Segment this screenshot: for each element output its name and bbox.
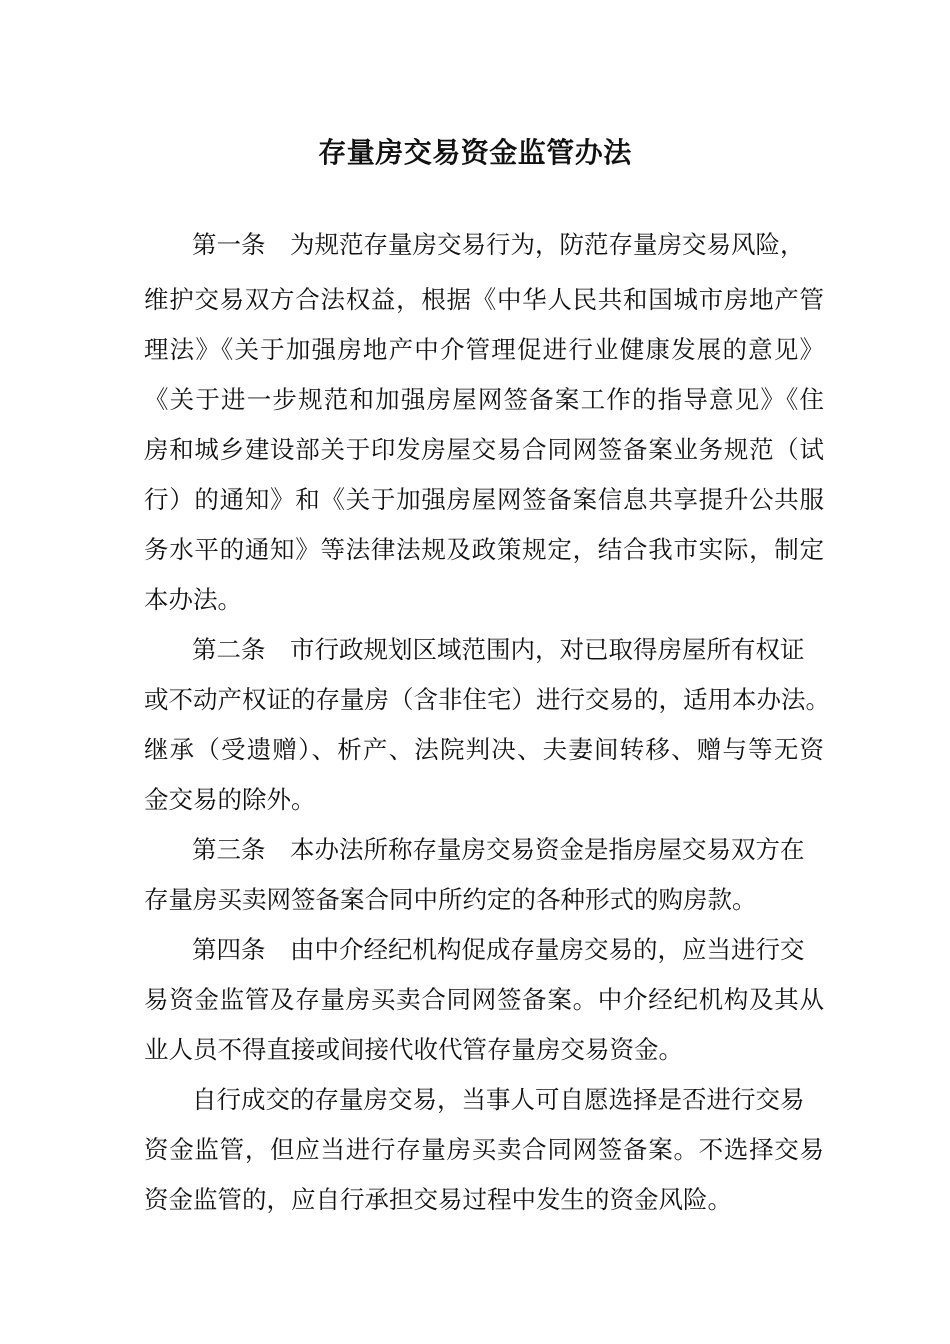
text-line: 资金监管，但应当进行存量房买卖合同网签备案。不选择交易 — [144, 1135, 824, 1164]
text-line: 业人员不得直接或间接代收代管存量房交易资金。 — [144, 1035, 683, 1064]
text-line: 房和城乡建设部关于印发房屋交易合同网签备案业务规范（试 — [144, 435, 824, 464]
text-line: 理法》《关于加强房地产中介管理促进行业健康发展的意见》 — [144, 335, 824, 364]
text-line: 资金监管的，应自行承担交易过程中发生的资金风险。 — [144, 1185, 732, 1214]
text-line: 易资金监管及存量房买卖合同网签备案。中介经纪机构及其从 — [144, 985, 824, 1014]
text-line: 自行成交的存量房交易，当事人可自愿选择是否进行交易 — [192, 1085, 805, 1114]
text-line: 第三条 本办法所称存量房交易资金是指房屋交易双方在 — [192, 835, 805, 864]
text-line: 第四条 由中介经纪机构促成存量房交易的，应当进行交 — [192, 935, 805, 964]
text-line: 行）的通知》和《关于加强房屋网签备案信息共享提升公共服 — [144, 485, 824, 514]
text-line: 务水平的通知》等法律法规及政策规定，结合我市实际，制定 — [144, 535, 824, 564]
text-line: 第一条 为规范存量房交易行为，防范存量房交易风险， — [192, 230, 805, 259]
text-line: 金交易的除外。 — [144, 785, 316, 814]
text-line: 《关于进一步规范和加强房屋网签备案工作的指导意见》《住 — [144, 385, 824, 414]
text-line: 第二条 市行政规划区域范围内，对已取得房屋所有权证 — [192, 635, 805, 664]
text-line: 或不动产权证的存量房（含非住宅）进行交易的，适用本办法。 — [144, 685, 830, 714]
text-line: 存量房买卖网签备案合同中所约定的各种形式的购房款。 — [144, 885, 757, 914]
text-line: 本办法。 — [144, 585, 242, 614]
document-title: 存量房交易资金监管办法 — [318, 136, 632, 169]
text-line: 维护交易双方合法权益，根据《中华人民共和国城市房地产管 — [144, 285, 824, 314]
text-line: 继承（受遗赠）、析产、法院判决、夫妻间转移、赠与等无资 — [144, 735, 824, 764]
